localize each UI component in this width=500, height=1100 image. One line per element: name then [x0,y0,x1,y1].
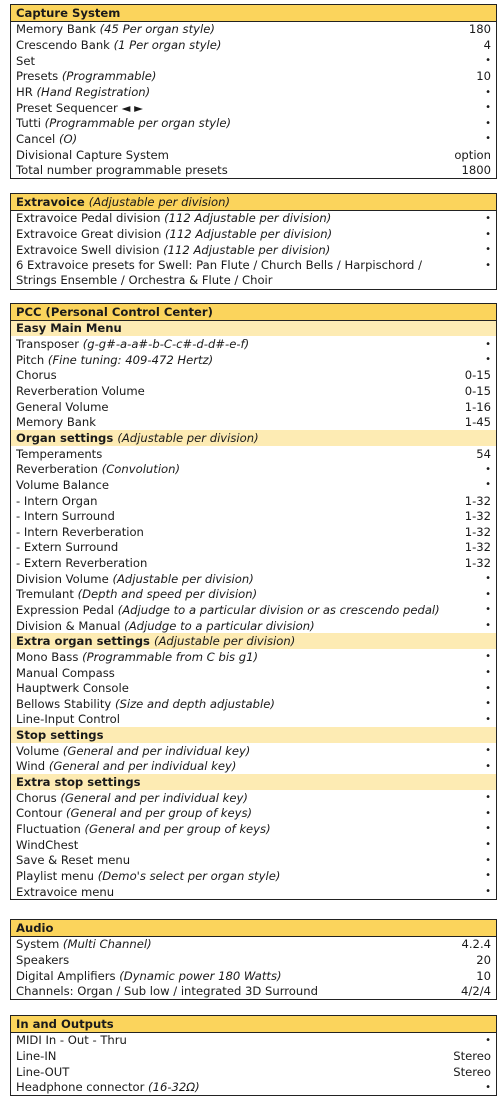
spec-row [11,665,496,681]
spec-value: 10 [476,968,491,983]
section-capture-system [10,4,497,179]
spec-row [11,571,496,587]
spec-row [11,852,496,868]
spec-label-text: Extravoice menu [16,884,115,899]
spec-row [11,587,496,603]
spec-label [16,400,459,414]
spec-note: (112 Adjustable per division) [163,242,331,257]
spec-row [11,368,496,384]
spec-label [16,163,455,177]
spec-note: (Programmable from C bis g1) [82,649,259,664]
spec-label-text: Preset Sequencer ◄ ► [16,100,143,115]
spec-value: 4 [483,38,491,53]
spec-note: (Adjudge to a particular division) [124,618,315,633]
spec-note: (Adjustable per division) [153,634,296,649]
spec-label [16,227,465,241]
spec-label-text: Extra stop settings [16,775,141,790]
section-title: Extravoice [16,194,85,209]
spec-note: (Size and depth adjustable) [114,696,275,711]
spec-row [11,258,496,289]
subsection-header [11,633,496,649]
spec-row [11,806,496,822]
spec-label-text: Extravoice Great division [16,227,162,242]
bullet-icon: • [485,228,491,240]
spec-row [11,1064,496,1080]
spec-row [11,937,496,953]
bullet-icon: • [485,745,491,757]
bullet-icon: • [485,604,491,616]
spec-row [11,821,496,837]
bullet-icon: • [485,698,491,710]
section-pcc-personal-control-center [10,303,497,900]
spec-row [11,446,496,462]
bullet-icon: • [485,588,491,600]
spec-label [16,744,465,758]
bullet-icon: • [485,760,491,772]
spec-row [11,1033,496,1049]
spec-label-text: Wind [16,759,46,774]
section-header [11,194,496,211]
spec-note: (O) [58,131,78,146]
section-extravoice [10,193,497,290]
spec-label [16,885,465,899]
bullet-icon: • [485,1034,491,1046]
bullet-icon: • [485,713,491,725]
spec-value: 1-45 [464,415,491,430]
spec-label [16,368,459,382]
spec-label-text: Save & Reset menu [16,853,131,868]
section-title-note: (Adjustable per division) [88,194,231,209]
spec-note: (Demo's select per organ style) [97,868,281,883]
spec-label [16,509,459,523]
spec-label-text: Divisional Capture System [16,147,169,162]
section-header [11,5,496,22]
spec-value: Stereo [453,1064,491,1079]
bullet-icon: • [485,870,491,882]
spec-row [11,837,496,853]
spec-row [11,100,496,116]
bullet-icon: • [485,133,491,145]
section-audio [10,919,497,1000]
spec-label [16,353,465,367]
spec-value: 1-32 [464,540,491,555]
bullet-icon: • [485,1081,491,1093]
spec-note: (g-g#-a-a#-b-C-c#-d-d#-e-f) [82,337,250,352]
section-header [11,1016,496,1033]
spec-label [16,101,465,115]
bullet-icon: • [485,259,491,271]
spec-row [11,1080,496,1096]
spec-label [16,869,465,883]
spec-label [16,838,465,852]
spec-label [16,1049,447,1063]
subsection-header [11,774,496,790]
spec-note: (General and per individual key) [60,790,248,805]
spec-label [16,650,465,664]
spec-label-text: Stop settings [16,728,104,743]
spec-value: 1-32 [464,493,491,508]
spec-label-text: Chorus [16,790,57,805]
spec-row [11,524,496,540]
spec-note: (16-32Ω) [148,1080,200,1095]
spec-label-text: - Extern Reverberation [16,556,148,571]
spec-row [11,414,496,430]
spec-value: 20 [476,953,491,968]
spec-note: (45 Per organ style) [99,22,215,37]
spec-row [11,508,496,524]
spec-row [11,649,496,665]
spec-label-text: Memory Bank [16,415,96,430]
spec-value: 4/2/4 [461,984,491,999]
spec-label-text: 6 Extravoice presets for Swell: Pan Flute / Church Bells / Harpischord / [16,257,423,272]
section-header [11,920,496,937]
spec-value: option [454,147,491,162]
spec-row [11,680,496,696]
spec-label-text: Line-OUT [16,1064,70,1079]
spec-row [11,115,496,131]
spec-label [16,603,465,617]
spec-label-text: Tutti [16,116,41,131]
spec-label-text: HR [16,85,33,100]
spec-label [16,681,465,695]
spec-label [16,22,463,36]
spec-note: (Adjustable per division) [112,571,254,586]
subsection-title [16,634,491,648]
spec-row [11,226,496,242]
spec-label [16,822,465,836]
spec-label [16,619,465,633]
spec-row [11,22,496,38]
spec-label-text: Bellows Stability [16,696,112,711]
bullet-icon: • [485,102,491,114]
bullet-icon: • [485,212,491,224]
spec-row [11,712,496,728]
bullet-icon: • [485,823,491,835]
bullet-icon: • [485,667,491,679]
spec-value: 0-15 [464,368,491,383]
spec-row [11,162,496,178]
spec-label-text: Presets [16,69,59,84]
spec-label-text: Set [16,53,36,68]
spec-label-text: Extravoice Swell division [16,242,160,257]
spec-label [16,85,465,99]
spec-row [11,352,496,368]
spec-value: 4.2.4 [461,937,491,952]
spec-label [16,853,465,867]
spec-label [16,937,456,951]
spec-label-text: Cancel [16,131,56,146]
spec-label [16,69,465,83]
spec-label-text: Digital Amplifiers [16,968,116,983]
spec-value: 0-15 [464,384,491,399]
spec-row [11,211,496,227]
spec-row [11,968,496,984]
bullet-icon: • [485,86,491,98]
spec-label-text: Extravoice Pedal division [16,211,161,226]
spec-label-text: MIDI In - Out - Thru [16,1033,127,1048]
spec-label-text: Expression Pedal [16,602,115,617]
spec-row [11,696,496,712]
spec-note: (General and per individual key) [48,759,237,774]
bullet-icon: • [485,117,491,129]
spec-label [16,116,465,130]
spec-row [11,884,496,900]
bullet-icon: • [485,338,491,350]
spec-label-text: Playlist menu [16,868,95,883]
spec-label [16,211,465,225]
spec-note: (Adjudge to a particular division or as crescendo pedal) [117,602,440,617]
spec-note: (Adjustable per division) [117,430,259,445]
spec-row [11,868,496,884]
spec-note: (1 Per organ style) [113,38,222,53]
spec-label [16,540,459,554]
bullet-icon: • [485,354,491,366]
bullet-icon: • [485,839,491,851]
subsection-header [11,430,496,446]
spec-note: (Hand Registration) [36,85,151,100]
spec-label [16,806,465,820]
spec-note: (112 Adjustable per division) [164,211,332,226]
spec-row [11,69,496,85]
spec-row [11,555,496,571]
spec-row [11,759,496,775]
section-header [11,304,496,321]
spec-value: 180 [468,22,491,37]
bullet-icon: • [485,807,491,819]
section-in-and-outputs [10,1015,497,1096]
spec-row [11,618,496,634]
spec-label-text: Chorus [16,368,57,383]
spec-row [11,477,496,493]
spec-label [16,697,465,711]
spec-label [16,447,465,461]
spec-label-text: Easy Main Menu [16,321,122,336]
spec-label-text: - Intern Surround [16,509,115,524]
subsection-title [16,775,491,789]
spec-label [16,1033,465,1047]
bullet-icon: • [485,792,491,804]
spec-label-text: Line-IN [16,1049,57,1064]
spec-value: 1-16 [464,399,491,414]
spec-row [11,336,496,352]
spec-label-text: Volume Balance [16,477,110,492]
spec-label [16,1065,447,1079]
spec-label [16,243,465,257]
spec-label-text: Mono Bass [16,649,79,664]
spec-row [11,242,496,258]
spec-label [16,54,465,68]
spec-label [16,415,459,429]
bullet-icon: • [485,854,491,866]
spec-label-text: Division & Manual [16,618,121,633]
spec-row [11,399,496,415]
spec-label-text: Hauptwerk Console [16,681,129,696]
spec-label-text: Transposer [16,337,80,352]
spec-note: (112 Adjustable per division) [165,227,333,242]
section-title: In and Outputs [16,1016,114,1031]
spec-label-text: Organ settings [16,430,114,445]
spec-label [16,587,465,601]
subsection-header [11,321,496,337]
subsection-title [16,728,491,742]
spec-label-text: WindChest [16,837,79,852]
subsection-title [16,321,491,335]
spec-label [16,494,459,508]
spec-row [11,1048,496,1064]
spec-row [11,493,496,509]
spec-label-text: Reverberation Volume [16,384,145,399]
spec-label-text: Manual Compass [16,665,115,680]
spec-row [11,53,496,69]
spec-row [11,131,496,147]
spec-label-text: Headphone connector [16,1080,145,1095]
spec-label [16,759,465,773]
spec-label [16,132,465,146]
spec-value: 1800 [461,163,491,178]
spec-row [11,383,496,399]
spec-label [16,572,465,586]
spec-label [16,462,465,476]
spec-label-text: Tremulant [16,587,74,602]
section-title: Capture System [16,5,121,20]
spec-note: (Depth and speed per division) [77,587,258,602]
spec-note: (Programmable) [61,69,157,84]
spec-label [16,1080,465,1094]
bullet-icon: • [485,479,491,491]
spec-label-text: - Extern Surround [16,540,119,555]
spec-value: 1-32 [464,524,491,539]
spec-label-text: Reverberation [16,462,98,477]
spec-label [16,337,465,351]
spec-note: (Fine tuning: 409-472 Hertz) [47,352,214,367]
section-title: PCC (Personal Control Center) [16,304,213,319]
spec-label-text: General Volume [16,399,109,414]
bullet-icon: • [485,682,491,694]
spec-label-text: Channels: Organ / Sub low / integrated 3D Surround [16,984,318,999]
spec-row [11,743,496,759]
spec-row [11,952,496,968]
spec-row [11,540,496,556]
spec-label [16,953,465,967]
spec-label [16,478,465,492]
spec-note: (General and per group of keys) [84,821,271,836]
section-title: Audio [16,920,54,935]
spec-row [11,84,496,100]
spec-value: 1-32 [464,509,491,524]
bullet-icon: • [485,463,491,475]
spec-label-text: Line-Input Control [16,712,120,727]
spec-note: (Dynamic power 180 Watts) [119,968,282,983]
spec-row [11,37,496,53]
spec-note: (Multi Channel) [62,937,152,952]
spec-value: 54 [476,446,491,461]
spec-label-text: Fluctuation [16,821,81,836]
spec-label [16,258,465,289]
bullet-icon: • [485,886,491,898]
spec-label [16,984,455,998]
spec-row [11,602,496,618]
spec-value: Stereo [453,1049,491,1064]
spec-label-text: Crescendo Bank [16,38,110,53]
spec-label-text: Extra organ settings [16,634,150,649]
spec-label [16,384,459,398]
spec-value: 1-32 [464,556,491,571]
spec-row [11,461,496,477]
spec-note: (Programmable per organ style) [44,116,231,131]
spec-label-text: Total number programmable presets [16,163,228,178]
spec-label [16,148,448,162]
spec-label-text: Pitch [16,352,45,367]
spec-label [16,969,465,983]
bullet-icon: • [485,244,491,256]
spec-note: (Convolution) [101,462,181,477]
spec-note: (General and per individual key) [62,743,251,758]
spec-label [16,38,465,52]
spec-value: 10 [476,69,491,84]
spec-row [11,790,496,806]
spec-note: (General and per group of keys) [65,806,253,821]
spec-label-text: Speakers [16,953,70,968]
spec-label [16,556,459,570]
bullet-icon: • [485,55,491,67]
subsection-header [11,727,496,743]
spec-label-text: Division Volume [16,571,109,586]
spec-label-continued: Strings Ensemble / Orchestra & Flute / Choir [16,273,273,288]
spec-label-text: - Intern Organ [16,493,98,508]
spec-label [16,666,465,680]
spec-row [11,147,496,163]
spec-label-text: Contour [16,806,63,821]
spec-label-text: - Intern Reverberation [16,524,144,539]
spec-label-text: Temperaments [16,446,103,461]
spec-row [11,984,496,1000]
spec-label [16,791,465,805]
bullet-icon: • [485,573,491,585]
bullet-icon: • [485,620,491,632]
spec-label-text: Memory Bank [16,22,96,37]
spec-label-text: Volume [16,743,60,758]
bullet-icon: • [485,651,491,663]
spec-label [16,712,465,726]
spec-label [16,525,459,539]
spec-label-text: System [16,937,63,952]
subsection-title [16,431,491,445]
